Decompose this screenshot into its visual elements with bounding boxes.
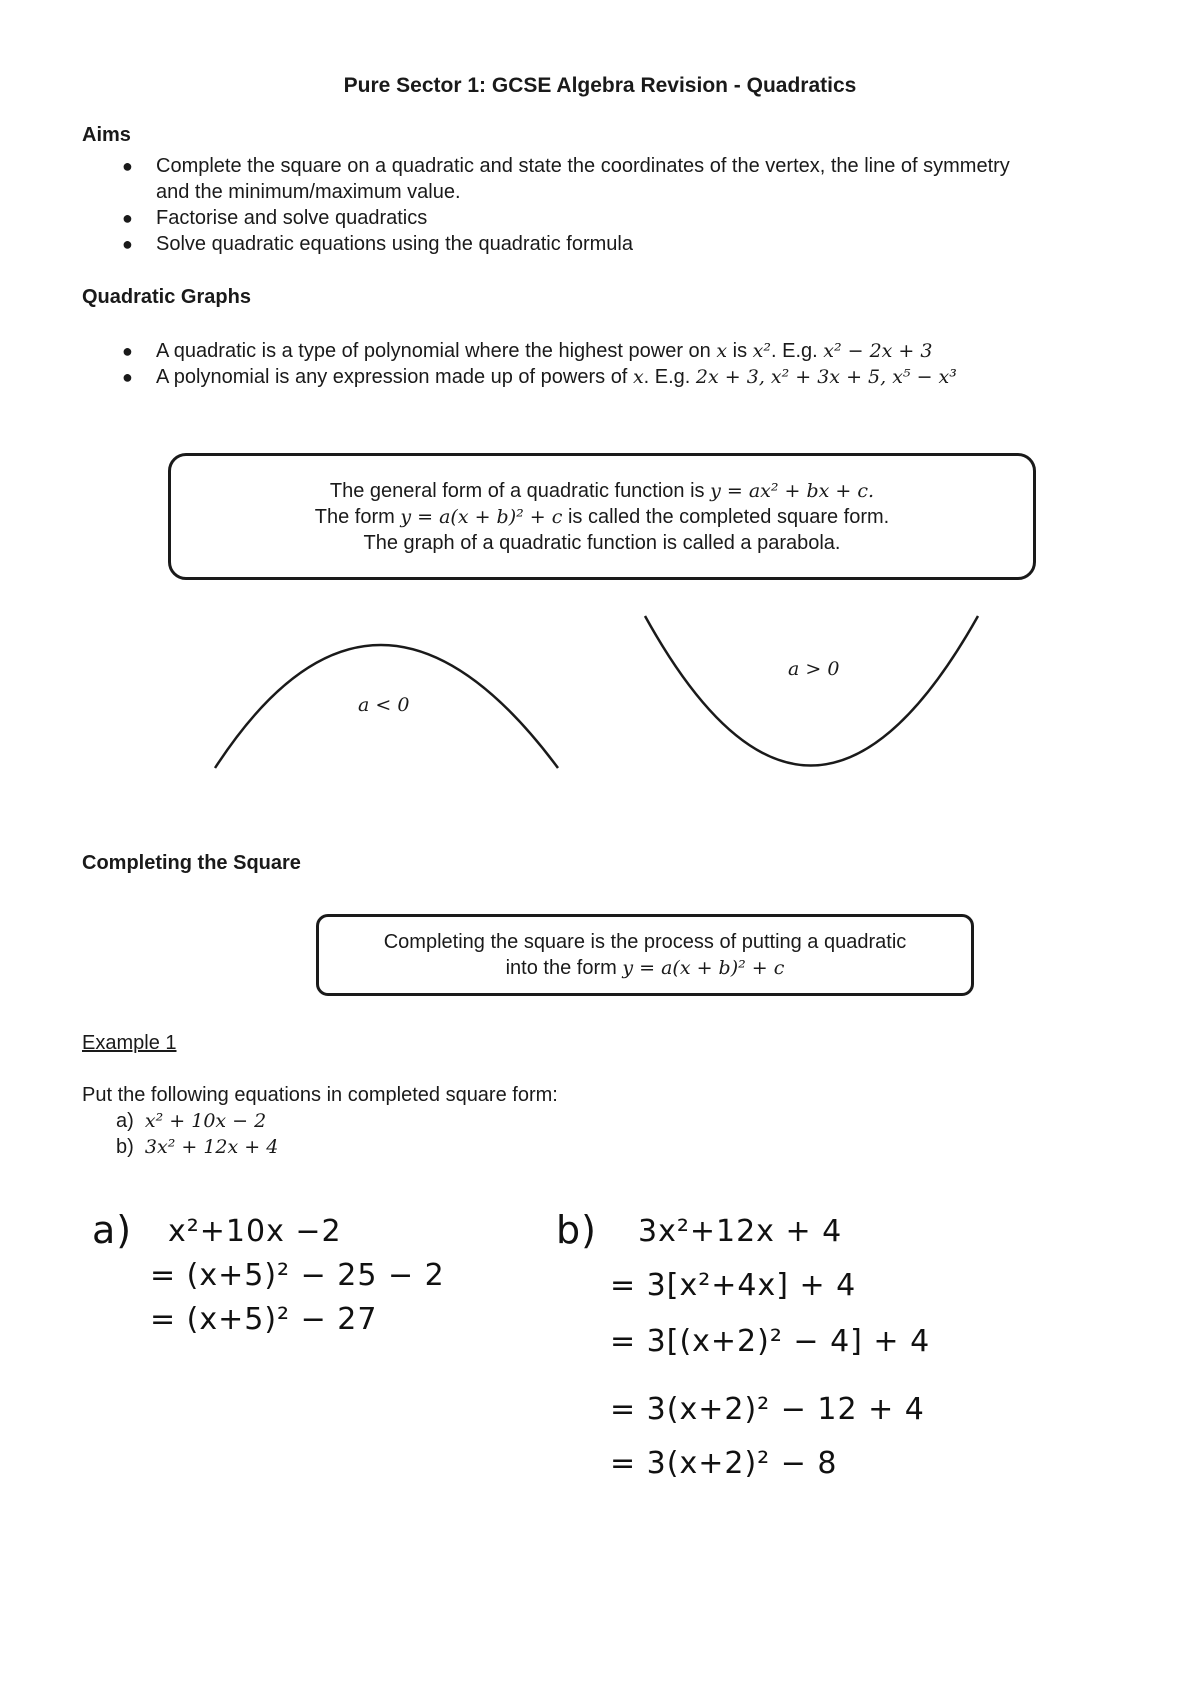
handwritten-a-line: = (x+5)² − 27 [150,1302,378,1337]
bullet-icon: ● [122,208,133,228]
handwritten-b-line: = 3(x+2)² − 8 [610,1446,838,1481]
graphs-item [122,338,1156,364]
parabola-graphs [0,600,1200,800]
math-expr: y = a(x + b)² + c [622,957,785,979]
math-expr: 3x² + 12x + 4 [144,1136,279,1158]
parabola-a-positive [645,616,978,766]
math-var: x [632,366,644,388]
handwritten-a-line: = (x+5)² − 25 − 2 [150,1258,445,1293]
bullet-text: A polynomial is any expression made up of powers of [156,366,628,388]
handwritten-a-line: x²+10x −2 [168,1214,342,1249]
definition-box [168,453,1036,580]
math-expr: y = a(x + b)² + c [400,506,563,528]
math-expr: y = ax² + bx + c. [710,480,875,502]
definition-text: The form [314,506,395,528]
bullet-text: . E.g. [770,340,818,362]
math-expr: x² + 10x − 2 [144,1110,267,1132]
example-part-b [116,1134,278,1160]
definition-text: is called the completed square form. [567,506,890,528]
definition-line-3: The graph of a quadratic function is called a parabola. [363,532,841,554]
label-a-positive: a > 0 [788,658,840,680]
handwritten-a-label: a) [92,1208,133,1252]
example-instruction: Put the following equations in completed square form: [82,1084,558,1106]
bullet-text: A quadratic is a type of polynomial where the highest power on [156,340,711,362]
math-var: x [716,340,728,362]
definition-text: The general form of a quadratic function is [329,480,705,502]
part-label: a) [116,1110,134,1132]
graphs-item [122,364,1156,390]
math-expr: 2x + 3, x² + 3x + 5, x⁵ − x³ [695,366,957,388]
cts-box-line-1: Completing the square is the process of putting a quadratic [383,931,907,953]
aims-heading: Aims [82,124,131,146]
aims-item-text: and the minimum/maximum value. [156,181,461,203]
cts-box-text: into the form [505,957,617,979]
quadratic-graphs-heading: Quadratic Graphs [82,286,251,308]
definition-line-2 [171,504,1033,530]
graphs-list [122,338,1156,390]
aims-item-text: Factorise and solve quadratics [156,207,428,229]
handwritten-b-line: = 3[(x+2)² − 4] + 4 [610,1324,931,1359]
handwritten-b-label: b) [556,1208,597,1252]
cts-box-line-2 [319,955,971,981]
bullet-icon: ● [122,156,133,176]
bullet-text: . E.g. [643,366,691,388]
page-title: Pure Sector 1: GCSE Algebra Revision - Quadratics [343,74,857,97]
aims-item-text: Solve quadratic equations using the quadratic formula [156,233,633,255]
part-label: b) [116,1136,134,1158]
example-heading: Example 1 [82,1032,177,1054]
completing-square-box [316,914,974,996]
example-part-a [116,1108,266,1134]
handwritten-b-line: = 3[x²+4x] + 4 [610,1268,857,1303]
math-expr: x² [752,340,771,362]
definition-line-1 [171,478,1033,504]
aims-item [122,205,1156,231]
handwritten-b-line: 3x²+12x + 4 [638,1214,843,1249]
aims-item-continuation [156,179,1156,205]
bullet-icon: ● [122,367,133,387]
math-expr: x² − 2x + 3 [823,340,933,362]
aims-item-text: Complete the square on a quadratic and state the coordinates of the vertex, the line of symmetry [156,155,1010,177]
handwritten-b-line: = 3(x+2)² − 12 + 4 [610,1392,925,1427]
aims-item [122,153,1156,179]
bullet-icon: ● [122,234,133,254]
aims-list [122,153,1156,257]
aims-item [122,231,1156,257]
bullet-text: is [732,340,748,362]
completing-square-heading: Completing the Square [82,852,301,874]
bullet-icon: ● [122,341,133,361]
label-a-negative: a < 0 [358,694,410,716]
